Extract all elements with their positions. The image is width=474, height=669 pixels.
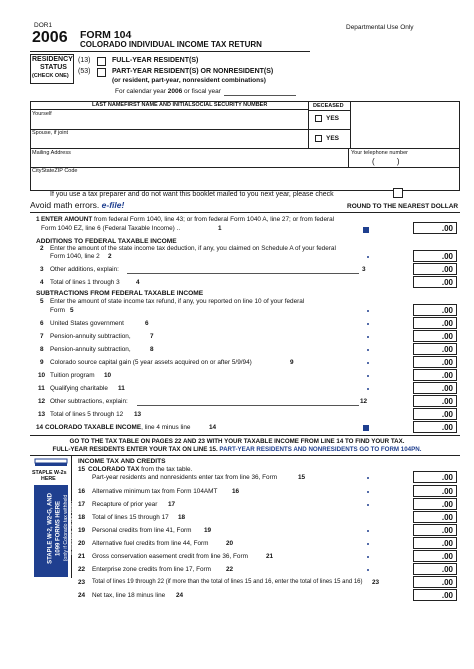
line-19-number: 19 <box>78 527 86 534</box>
line-7-number: 7 <box>40 333 44 340</box>
line-15-bold: COLORADO TAX <box>88 466 140 473</box>
line-14-text-a: , line 4 minus line <box>141 424 191 431</box>
form-year: 2006 <box>32 29 68 46</box>
line-6-end-number: 6 <box>145 320 149 327</box>
ssn-header: SOCIAL SECURITY NUMBER <box>191 102 268 108</box>
line-18-text: Total of lines 15 through 17 <box>92 514 169 521</box>
line-11-bullet <box>367 388 369 390</box>
line-8-end-number: 8 <box>150 346 154 353</box>
line-17-end-number: 17 <box>168 501 176 508</box>
line-7-value[interactable]: .00 <box>413 330 457 342</box>
line-9-number: 9 <box>40 359 44 366</box>
line-6-bullet <box>367 323 369 325</box>
residency-label: RESIDENCY <box>32 56 73 63</box>
line-16-number: 16 <box>78 488 86 495</box>
line-15-end-number: 15 <box>298 474 306 481</box>
line-19-value[interactable]: .00 <box>413 524 457 536</box>
line-3-number: 3 <box>40 266 44 273</box>
line-19-bullet <box>367 530 369 532</box>
line-13-text: Total of lines 5 through 12 <box>50 411 124 418</box>
line-5-value[interactable]: .00 <box>413 304 457 316</box>
line-2-number: 2 <box>40 245 44 252</box>
line-3-explain-field[interactable] <box>127 273 359 274</box>
yourself-label: Yourself <box>32 111 52 117</box>
departmental-use-label: Departmental Use Only <box>346 24 414 31</box>
last-name-header: LAST NAME <box>92 102 125 108</box>
line-10-bullet <box>367 375 369 377</box>
line-19-end-number: 19 <box>204 527 212 534</box>
line-12-value[interactable]: .00 <box>413 395 457 407</box>
line-14-marker <box>363 425 369 431</box>
line-1-text <box>41 216 334 223</box>
yourself-deceased-yes: YES <box>326 115 340 122</box>
zip-label: ZIP Code <box>54 168 78 174</box>
line-6-number: 6 <box>40 320 44 327</box>
avoid-math-errors <box>30 201 124 211</box>
line-1-value[interactable]: .00 <box>413 222 457 234</box>
line-21-value[interactable]: .00 <box>413 550 457 562</box>
calendar-prefix: For calendar year <box>115 88 168 95</box>
line-20-text: Alternative fuel credits from line 44, Form <box>92 540 209 547</box>
line-10-value[interactable]: .00 <box>413 369 457 381</box>
line-2-value[interactable]: .00 <box>413 250 457 262</box>
line-4-number: 4 <box>40 279 44 286</box>
line-12-number: 12 <box>38 398 46 405</box>
round-nearest-dollar: ROUND TO THE NEAREST DOLLAR <box>347 203 459 210</box>
line-9-value[interactable]: .00 <box>413 356 457 368</box>
line-13-end-number: 13 <box>134 411 142 418</box>
line-15-text-a1: from the tax table. <box>139 466 193 473</box>
staple-vertical-text-3: (only if Colorado tax withheld <box>63 494 70 562</box>
part-year-resident-label: PART-YEAR RESIDENT(S) OR NONRESIDENT(S) <box>112 68 274 75</box>
line-15-number: 15 <box>78 466 86 473</box>
yourself-name-field[interactable] <box>31 118 307 129</box>
tax-table-notice: GO TO THE TAX TABLE ON PAGES 22 AND 23 WITH YOUR TAXABLE INCOME FROM LINE 14 TO FIND YOUR TAX. <box>69 438 405 445</box>
line-12-end-number: 12 <box>360 398 368 405</box>
line-23-value[interactable]: .00 <box>413 576 457 588</box>
credits-title: INCOME TAX AND CREDITS <box>78 458 166 465</box>
line-16-end-number: 16 <box>232 488 240 495</box>
line-6-text: United States government <box>50 320 124 327</box>
line-2-text-b: Form 1040, line 2 <box>50 253 100 260</box>
staple-here-label: HERE <box>41 476 56 482</box>
line-22-text: Enterprise zone credits from line 17, Form <box>92 566 211 573</box>
line-24-end-number: 24 <box>176 592 184 599</box>
line-8-text: Pension-annuity subtraction, <box>50 346 131 353</box>
staple-vertical-text-4: is reported on the form) <box>70 501 77 555</box>
line-16-text: Alternative minimum tax from Form 104AMT <box>92 488 218 495</box>
line-21-end-number: 21 <box>266 553 274 560</box>
line-3-text: Other additions, explain: <box>50 266 119 273</box>
line-1-number: 1 <box>36 216 40 223</box>
line-3-value[interactable]: .00 <box>413 263 457 275</box>
fiscal-year-field[interactable] <box>224 95 296 96</box>
line-4-value[interactable]: .00 <box>413 276 457 288</box>
line-2-end-number: 2 <box>108 253 112 260</box>
line-10-text: Tuition program <box>50 372 95 379</box>
line-15-value[interactable]: .00 <box>413 471 457 483</box>
line-1-text-b: Form 1040 EZ, line 6 (Federal Taxable Income) .. <box>41 225 181 232</box>
line-20-number: 20 <box>78 540 86 547</box>
line-24-text: Net tax, line 18 minus line <box>92 592 166 599</box>
full-year-notice: FULL-YEAR RESIDENTS ENTER YOUR TAX ON LINE 15. <box>52 446 220 453</box>
line-14-end-number: 14 <box>209 424 217 431</box>
line-23-text: Total of lines 19 through 22 (if more than the total of lines 15 and 16, enter the total of lines 15 and 16) <box>92 579 363 585</box>
line-5-text-b: Form <box>50 307 65 314</box>
line-5-number: 5 <box>40 298 44 305</box>
residents-notice <box>0 446 474 453</box>
line-1-text-a: from federal Form 1040, line 43; or from federal Form 1040 A, line 27; or from federal <box>92 216 335 223</box>
line-21-text: Gross conservation easement credit from line 36, Form <box>92 553 248 560</box>
line-12-text: Other subtractions, explain: <box>50 398 128 405</box>
line-1-marker <box>363 227 369 233</box>
booklet-opt-out-text: If you use a tax preparer and do not want this booklet mailed to you next year, please check <box>50 191 334 198</box>
line-5-bullet <box>367 310 369 312</box>
additions-title: ADDITIONS TO FEDERAL TAXABLE INCOME <box>36 238 177 245</box>
check-one-label: (CHECK ONE) <box>32 73 69 79</box>
line-10-number: 10 <box>38 372 46 379</box>
telephone-label: Your telephone number <box>351 150 408 156</box>
mailing-address-label: Mailing Address <box>32 150 71 156</box>
line-23-end-number: 23 <box>372 579 380 586</box>
line-15-bullet <box>367 477 369 479</box>
name-column-header <box>92 102 267 108</box>
part-year-resident-checkbox[interactable] <box>97 68 106 77</box>
line-10-end-number: 10 <box>104 372 112 379</box>
line-20-end-number: 20 <box>226 540 234 547</box>
line-22-value[interactable]: .00 <box>413 563 457 575</box>
line-19-text: Personal credits from line 41, Form <box>92 527 192 534</box>
line-7-bullet <box>367 336 369 338</box>
telephone-field[interactable]: ( ) <box>372 157 400 166</box>
line-11-end-number: 11 <box>118 385 125 392</box>
subtractions-title: SUBTRACTIONS FROM FEDERAL TAXABLE INCOME <box>36 290 204 297</box>
spouse-deceased-checkbox[interactable] <box>315 135 322 142</box>
line-17-bullet <box>367 504 369 506</box>
line-2-bullet <box>367 256 369 258</box>
line-12-explain-field[interactable] <box>137 405 359 406</box>
line-14-number: 14 <box>36 424 44 431</box>
line-24-value[interactable]: .00 <box>413 589 457 601</box>
line-24-number: 24 <box>78 592 86 599</box>
line-15-text-a <box>88 466 192 473</box>
line-11-text: Qualifying charitable <box>50 385 108 392</box>
mailing-address-field[interactable] <box>31 157 347 167</box>
line-5-end-number: 5 <box>70 307 74 314</box>
line-4-text: Total of lines 1 through 3 <box>50 279 120 286</box>
line-18-value[interactable]: .00 <box>413 511 457 523</box>
staple-sidebar <box>30 455 77 578</box>
line-17-value[interactable]: .00 <box>413 498 457 510</box>
line-11-number: 11 <box>38 385 45 392</box>
city-state-zip-label <box>32 168 77 174</box>
line-4-end-number: 4 <box>136 279 140 286</box>
line-16-bullet <box>367 491 369 493</box>
form-number: FORM 104 <box>80 29 132 41</box>
line-22-end-number: 22 <box>226 566 234 573</box>
line-22-number: 22 <box>78 566 86 573</box>
part-year-notice: PART-YEAR RESIDENTS AND NONRESIDENTS GO TO FORM 104PN. <box>219 446 422 453</box>
form-code: DOR1 <box>34 22 53 29</box>
line-1-bold: ENTER AMOUNT <box>41 216 93 223</box>
line-18-number: 18 <box>78 514 86 521</box>
line-14-text <box>45 424 190 431</box>
line-6-value[interactable]: .00 <box>413 317 457 329</box>
line-8-number: 8 <box>40 346 44 353</box>
state-label: State <box>41 168 55 174</box>
line-1-end-number: 1 <box>218 225 222 232</box>
line-2-text-a: Enter the amount of the state income tax deduction, if any, you claimed on Schedule A of your federal <box>50 245 336 252</box>
line-17-number: 17 <box>78 501 86 508</box>
calendar-year-line <box>115 88 221 95</box>
line-17-text: Recapture of prior year <box>92 501 158 508</box>
form-title: COLORADO INDIVIDUAL INCOME TAX RETURN <box>80 40 262 49</box>
spouse-label: Spouse, if joint <box>32 130 69 136</box>
line-9-text: Colorado source capital gain (5 year assets acquired on or after 5/9/94) <box>50 359 252 366</box>
line-8-bullet <box>367 349 369 351</box>
line-13-number: 13 <box>38 411 46 418</box>
line-5-text-a: Enter the amount of state income tax refund, if any, you reported on line 10 of your federal <box>50 298 305 305</box>
residency-option-1-code: (13) <box>78 57 91 64</box>
line-9-bullet <box>367 362 369 364</box>
line-16-value[interactable]: .00 <box>413 485 457 497</box>
line-23-number: 23 <box>78 579 86 586</box>
part-year-resident-sublabel: (or resident, part-year, nonresident combinations) <box>112 77 266 84</box>
full-year-resident-label: FULL-YEAR RESIDENT(S) <box>112 57 199 64</box>
first-name-header: FIRST NAME AND INITIAL <box>124 102 192 108</box>
avoid-prefix: Avoid math errors. <box>30 200 102 210</box>
staple-vertical-banner <box>34 485 77 577</box>
yourself-deceased-checkbox[interactable] <box>315 115 322 122</box>
line-20-bullet <box>367 543 369 545</box>
line-11-value[interactable]: .00 <box>413 382 457 394</box>
line-7-end-number: 7 <box>150 333 154 340</box>
staple-vertical-text-1: STAPLE W-2, W2-G, AND <box>47 493 54 564</box>
residency-option-2-code: (53) <box>78 68 91 75</box>
line-14-bold: COLORADO TAXABLE INCOME <box>45 424 142 431</box>
staple-icon <box>34 458 68 468</box>
full-year-resident-checkbox[interactable] <box>97 57 106 66</box>
spouse-deceased-yes: YES <box>326 135 340 142</box>
line-15-text-b: Part-year residents and nonresidents enter tax from line 36, Form <box>92 474 278 481</box>
line-20-value[interactable]: .00 <box>413 537 457 549</box>
line-8-value[interactable]: .00 <box>413 343 457 355</box>
line-13-value[interactable]: .00 <box>413 408 457 420</box>
line-14-value[interactable]: .00 <box>413 421 457 433</box>
line-21-number: 21 <box>78 553 86 560</box>
city-label: City <box>32 168 42 174</box>
efile-link[interactable]: e-file! <box>101 200 125 210</box>
calendar-suffix: or fiscal year <box>182 88 221 95</box>
booklet-opt-out-checkbox[interactable] <box>393 188 403 198</box>
line-9-end-number: 9 <box>290 359 294 366</box>
line-7-text: Pension-annuity subtraction, <box>50 333 131 340</box>
line-21-bullet <box>367 556 369 558</box>
staple-vertical-text-2: 1099 FORMS HERE <box>55 500 62 556</box>
calendar-year: 2006 <box>167 88 183 95</box>
line-3-end-number: 3 <box>362 266 366 273</box>
line-22-bullet <box>367 569 369 571</box>
staple-w2s-label: STAPLE W-2s <box>32 470 67 476</box>
spouse-name-field[interactable] <box>31 137 307 148</box>
status-label: STATUS <box>40 64 67 71</box>
deceased-header: DECEASED <box>313 103 344 109</box>
line-18-end-number: 18 <box>178 514 186 521</box>
